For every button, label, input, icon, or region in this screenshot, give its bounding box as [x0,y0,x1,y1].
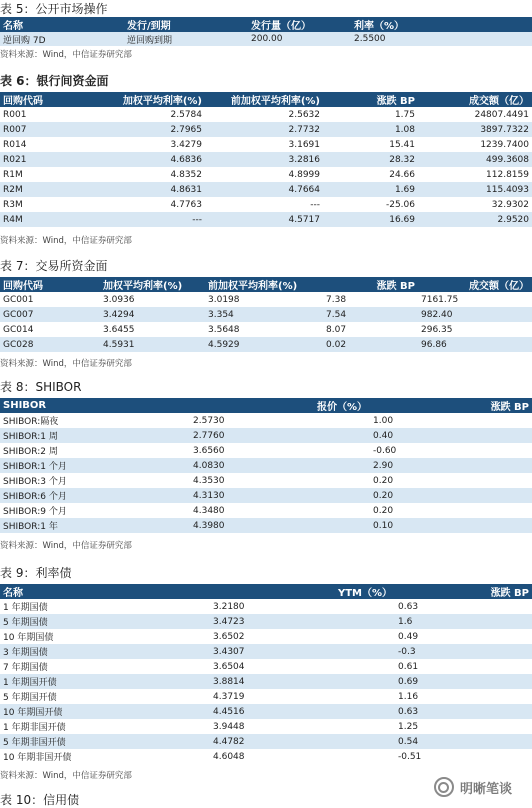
t6-cell: R1M [0,167,100,182]
t9-cell: 1.6 [395,614,532,629]
t9-header-change: 涨跌 BP [395,584,532,599]
table-row [0,197,532,212]
t9-cell: 0.54 [395,734,532,749]
t9-cell: 5 年期国债 [0,614,210,629]
t8-cell: SHIBOR:1 周 [0,428,190,443]
t6-cell: 499.3608 [418,152,532,167]
t6-cell: 2.7965 [100,122,205,137]
t5-cell: 200.00 [248,32,351,46]
table-5 [0,17,532,46]
t9-cell: 3.9448 [210,719,395,734]
t6-cell: 3.4279 [100,137,205,152]
t6-header-change: 涨跌 BP [323,92,418,107]
t6-cell: R021 [0,152,100,167]
t8-cell: SHIBOR:1 年 [0,518,190,533]
t8-cell: 2.5730 [190,413,370,428]
t7-cell: GC014 [0,322,100,337]
t7-cell: 4.5931 [100,337,205,352]
table-10-title: 表 10：信用债 [0,793,80,807]
t6-cell: 4.8631 [100,182,205,197]
table-row [0,644,532,659]
t7-header-change: 涨跌 BP [323,277,418,292]
t8-cell: 1.00 [370,413,532,428]
table-row [0,458,532,473]
t8-cell: 0.40 [370,428,532,443]
table-row [0,167,532,182]
t6-cell: 1.08 [323,122,418,137]
table-row [0,674,532,689]
t5-header-name: 名称 [0,17,124,32]
t6-cell: 1.75 [323,107,418,122]
table-row [0,292,532,307]
t7-header-wavg: 加权平均利率(%) [100,277,205,292]
t8-cell: 3.6560 [190,443,370,458]
t9-cell: 1.16 [395,689,532,704]
t8-cell: SHIBOR:1 个月 [0,458,190,473]
table-row [0,629,532,644]
t9-cell: 1 年期国开债 [0,674,210,689]
t9-cell: 1 年期国债 [0,599,210,614]
t9-cell: 3.6502 [210,629,395,644]
table-row [0,322,532,337]
table-7-source: 资料来源：Wind，中信证券研究部 [0,359,132,369]
table-row [0,337,532,352]
t7-cell: 0.02 [323,337,418,352]
t6-cell: --- [100,212,205,227]
t9-cell: -0.51 [395,749,532,764]
t9-cell: 3.4723 [210,614,395,629]
t6-header-code: 回购代码 [0,92,100,107]
t9-cell: 0.63 [395,599,532,614]
table-row [0,689,532,704]
t8-cell: SHIBOR:2 周 [0,443,190,458]
t7-cell: GC001 [0,292,100,307]
t9-cell: 3.2180 [210,599,395,614]
t6-header-turnover: 成交额（亿） [418,92,532,107]
t7-cell: 7161.75 [418,292,532,307]
t9-cell: -0.3 [395,644,532,659]
table-row [0,599,532,614]
table-row [0,413,532,428]
table-row [0,749,532,764]
table-row [0,212,532,227]
t8-cell: 2.7760 [190,428,370,443]
t8-cell: 4.0830 [190,458,370,473]
t6-cell: -25.06 [323,197,418,212]
t7-header-prev-wavg: 前加权平均利率(%) [205,277,323,292]
t6-cell: 16.69 [323,212,418,227]
t6-cell: R007 [0,122,100,137]
t6-cell: 4.8352 [100,167,205,182]
t6-cell: --- [205,197,323,212]
t6-cell: 2.5632 [205,107,323,122]
t8-cell: 0.20 [370,488,532,503]
t8-cell: -0.60 [370,443,532,458]
t8-header-name: SHIBOR [0,398,190,413]
t5-header-issue: 发行/到期 [124,17,248,32]
table-row [0,307,532,322]
table-7 [0,277,532,352]
table-5-source: 资料来源：Wind，中信证券研究部 [0,50,132,60]
t6-cell: R2M [0,182,100,197]
t6-cell: 4.7664 [205,182,323,197]
t9-cell: 4.4782 [210,734,395,749]
t7-cell: 3.6455 [100,322,205,337]
t9-cell: 0.61 [395,659,532,674]
t6-cell: 3.2816 [205,152,323,167]
t6-cell: 32.9302 [418,197,532,212]
t9-cell: 5 年期国开债 [0,689,210,704]
t7-cell: 296.35 [418,322,532,337]
t6-cell: 2.5784 [100,107,205,122]
t8-cell: 0.10 [370,518,532,533]
t5-cell: 2.5500 [351,32,532,46]
table-6 [0,92,532,227]
t6-cell: 3.1691 [205,137,323,152]
t9-cell: 4.4516 [210,704,395,719]
t9-cell: 10 年期国债 [0,629,210,644]
t6-cell: 4.6836 [100,152,205,167]
t8-header-change: 涨跌 BP [370,398,532,413]
t6-cell: R3M [0,197,100,212]
t6-cell: 15.41 [323,137,418,152]
table-row [0,659,532,674]
t6-cell: 24.66 [323,167,418,182]
t9-cell: 0.49 [395,629,532,644]
t7-cell: 3.354 [205,307,323,322]
table-row [0,137,532,152]
t6-cell: 115.4093 [418,182,532,197]
t8-cell: 4.3980 [190,518,370,533]
t8-cell: 0.20 [370,473,532,488]
t9-cell: 0.63 [395,704,532,719]
table-6-source: 资料来源：Wind，中信证券研究部 [0,236,132,246]
t6-cell: 28.32 [323,152,418,167]
t7-cell: 3.0936 [100,292,205,307]
t8-cell: SHIBOR:9 个月 [0,503,190,518]
t9-cell: 0.69 [395,674,532,689]
watermark [434,775,512,799]
table-row [0,704,532,719]
t5-header-rate: 利率（%） [351,17,532,32]
table-row [0,503,532,518]
table-6-title [0,74,109,88]
t9-cell: 7 年期国债 [0,659,210,674]
table-8 [0,398,532,533]
t7-cell: 7.38 [323,292,418,307]
t6-cell: 3897.7322 [418,122,532,137]
t6-cell: 1.69 [323,182,418,197]
table-9 [0,584,532,764]
t8-cell: SHIBOR:6 个月 [0,488,190,503]
table-row [0,518,532,533]
table-row [0,122,532,137]
t9-cell: 1.25 [395,719,532,734]
t8-cell: SHIBOR:3 个月 [0,473,190,488]
t7-cell: GC028 [0,337,100,352]
t7-cell: 7.54 [323,307,418,322]
t7-cell: 4.5929 [205,337,323,352]
t8-cell: 4.3530 [190,473,370,488]
t6-cell: 112.8159 [418,167,532,182]
t9-header-ytm: YTM（%） [210,584,395,599]
t9-cell: 3.8814 [210,674,395,689]
t9-cell: 4.6048 [210,749,395,764]
t8-cell: 2.90 [370,458,532,473]
table-9-source: 资料来源：Wind，中信证券研究部 [0,771,132,781]
t9-cell: 1 年期非国开债 [0,719,210,734]
table-7-title: 表 7：交易所资金面 [0,259,108,273]
table-row [0,107,532,122]
t7-cell: 96.86 [418,337,532,352]
t6-cell: 4.8999 [205,167,323,182]
t6-cell: R001 [0,107,100,122]
t6-header-wavg: 加权平均利率(%) [100,92,205,107]
t5-cell: 逆回购 7D [0,32,124,46]
t6-cell: 4.7763 [100,197,205,212]
t9-cell: 3 年期国债 [0,644,210,659]
table-row [0,32,532,46]
table-row [0,473,532,488]
table-row [0,152,532,167]
t8-cell: 4.3130 [190,488,370,503]
t7-header-turnover: 成交额（亿） [418,277,532,292]
t9-header-name: 名称 [0,584,210,599]
t8-cell: 4.3480 [190,503,370,518]
t6-cell: 4.5717 [205,212,323,227]
table-row [0,428,532,443]
t6-cell: R4M [0,212,100,227]
t7-cell: 8.07 [323,322,418,337]
table-5-title: 表 5：公开市场操作 [0,2,108,16]
t8-header-quote: 报价（%） [190,398,370,413]
t7-cell: GC007 [0,307,100,322]
t6-cell: 2.9520 [418,212,532,227]
table-6-title-text: 表 6：银行间资金面 [0,74,109,88]
t8-cell: 0.20 [370,503,532,518]
t6-cell: R014 [0,137,100,152]
table-row [0,734,532,749]
t8-cell: SHIBOR:隔夜 [0,413,190,428]
watermark-text: 明晰笔谈 [459,781,512,797]
table-8-source: 资料来源：Wind，中信证券研究部 [0,541,132,551]
wechat-account-icon [434,777,454,797]
t7-cell: 3.0198 [205,292,323,307]
table-9-title: 表 9：利率债 [0,566,72,580]
t7-cell: 3.5648 [205,322,323,337]
t9-cell: 5 年期非国开债 [0,734,210,749]
t9-cell: 3.6504 [210,659,395,674]
t6-cell: 1239.7400 [418,137,532,152]
t5-header-volume: 发行量（亿） [248,17,351,32]
t9-cell: 10 年期国开债 [0,704,210,719]
table-row [0,182,532,197]
table-row [0,443,532,458]
table-row [0,719,532,734]
t7-cell: 3.4294 [100,307,205,322]
t6-cell: 24807.4491 [418,107,532,122]
t6-cell: 2.7732 [205,122,323,137]
table-row [0,488,532,503]
t7-header-code: 回购代码 [0,277,100,292]
table-8-title: 表 8：SHIBOR [0,380,82,394]
t9-cell: 10 年期非国开债 [0,749,210,764]
t9-cell: 3.4307 [210,644,395,659]
t5-cell: 逆回购到期 [124,32,248,46]
t9-cell: 4.3719 [210,689,395,704]
table-row [0,614,532,629]
t7-cell: 982.40 [418,307,532,322]
t6-header-prev-wavg: 前加权平均利率(%) [205,92,323,107]
